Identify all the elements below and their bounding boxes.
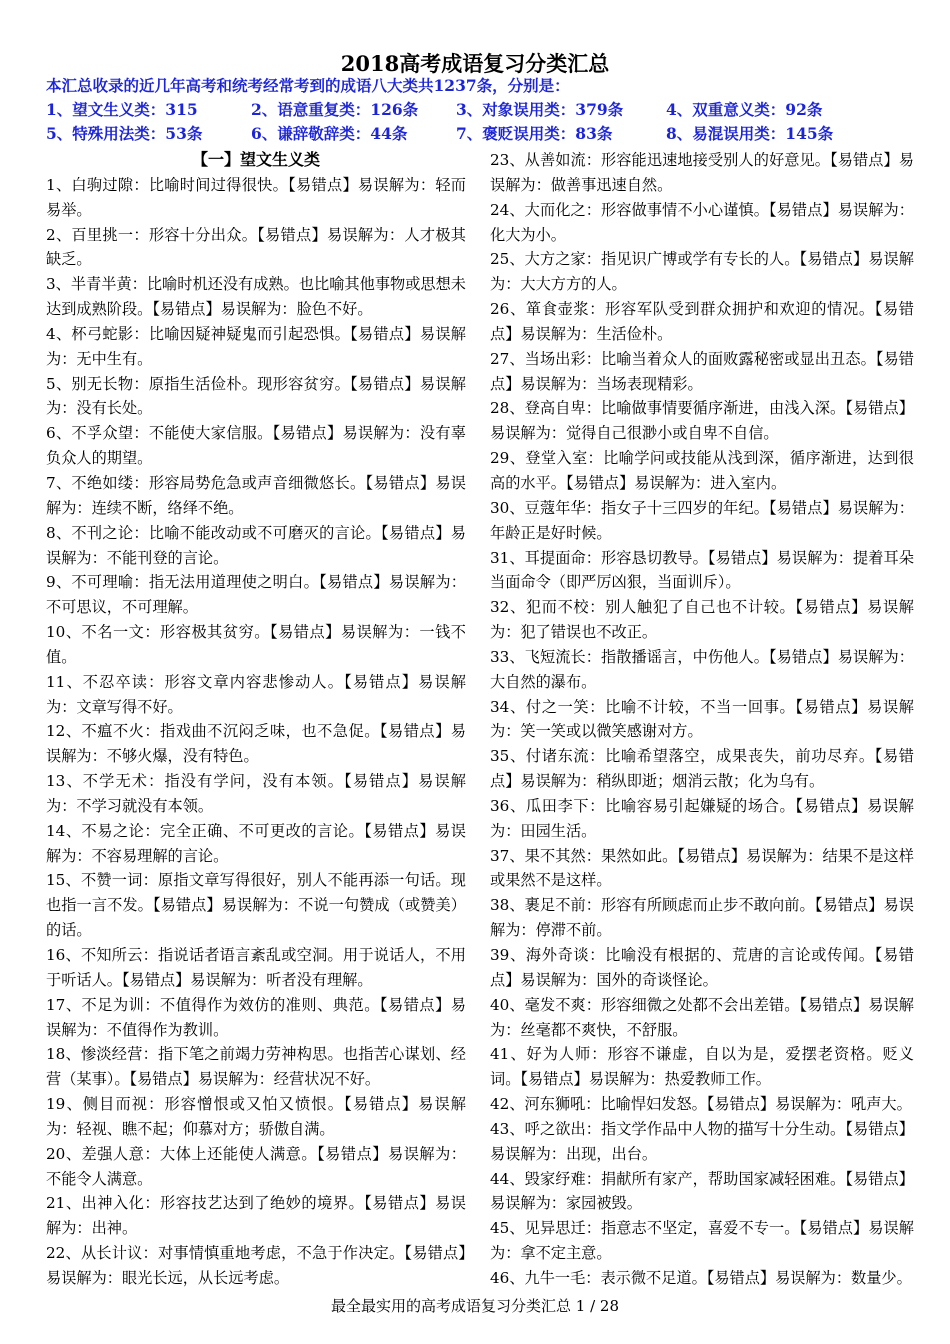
category-item: 4、双重意义类：92条 (666, 100, 823, 119)
left-column (46, 148, 466, 1291)
idiom-entry: 37、果不其然：果然如此。【易错点】易误解为：结果不是这样或果然不是这样。 (490, 846, 914, 890)
page-footer: 最全最实用的高考成语复习分类汇总 1 / 28 (331, 1297, 619, 1315)
idiom-entry: 40、毫发不爽：形容细微之处都不会出差错。【易错点】易误解为：丝毫都不爽快，不舒服。 (490, 995, 914, 1039)
intro-block (46, 74, 926, 146)
idiom-entry: 15、不赞一词：原指文章写得很好，别人不能再添一句话。现也指一言不发。【易错点】易误解为：不说一句赞成（或赞美）的话。 (46, 871, 466, 940)
idiom-entry: 24、大而化之：形容做事情不小心谨慎。【易错点】易误解为：化大为小。 (490, 200, 914, 244)
idiom-entry: 31、耳提面命：形容恳切教导。【易错点】易误解为：提着耳朵当面命令（即严厉凶狠，当面训斥）。 (490, 548, 914, 592)
idiom-entry: 32、犯而不校：别人触犯了自己也不计较。【易错点】易误解为：犯了错误也不改正。 (490, 598, 914, 642)
idiom-entry: 1、白驹过隙：比喻时间过得很快。【易错点】易误解为：轻而易举。 (46, 175, 466, 219)
idiom-entry: 5、别无长物：原指生活俭朴。现形容贫穷。【易错点】易误解为：没有长处。 (46, 374, 466, 418)
category-item: 6、谦辞敬辞类：44条 (251, 124, 408, 143)
idiom-entry: 46、九牛一毛：表示微不足道。【易错点】易误解为：数量少。 (490, 1268, 912, 1287)
idiom-entry: 34、付之一笑：比喻不计较，不当一回事。【易错点】易误解为：笑一笑或以微笑感谢对方。 (490, 697, 914, 741)
idiom-entry: 33、飞短流长：指散播谣言，中伤他人。【易错点】易误解为：大自然的瀑布。 (490, 647, 914, 691)
section-title: 【一】望文生义类 (191, 150, 320, 169)
idiom-entry: 13、不学无术：指没有学问，没有本领。【易错点】易误解为：不学习就没有本领。 (46, 772, 466, 815)
category-item: 3、对象误用类：379条 (456, 100, 624, 119)
idiom-entry: 21、出神入化：形容技艺达到了绝妙的境界。【易错点】易误解为：出神。 (46, 1194, 466, 1238)
idiom-entry: 39、海外奇谈：比喻没有根据的、荒唐的言论或传闻。【易错点】易误解为：国外的奇谈怪论。 (490, 946, 914, 989)
idiom-entry: 41、好为人师：形容不谦虚，自以为是，爱摆老资格。贬义词。【易错点】易误解为：热爱教师工作。 (490, 1045, 914, 1089)
category-item: 5、特殊用法类：53条 (46, 124, 203, 143)
idiom-entry: 42、河东狮吼：比喻悍妇发怒。【易错点】易误解为：吼声大。 (490, 1095, 912, 1114)
idiom-entry: 12、不瘟不火：指戏曲不沉闷乏味，也不急促。【易错点】易误解为：不够火爆，没有特色。 (46, 722, 466, 766)
idiom-entry: 17、不足为训：不值得作为效仿的准则、典范。【易错点】易误解为：不值得作为教训。 (46, 995, 466, 1039)
category-item: 8、易混误用类：145条 (666, 124, 834, 143)
idiom-entry: 35、付诸东流：比喻希望落空，成果丧失，前功尽弃。【易错点】易误解为：稍纵即逝；烟消云散；化为乌有。 (490, 747, 914, 791)
idiom-entry: 2、百里挑一：形容十分出众。【易错点】易误解为：人才极其缺乏。 (46, 225, 466, 269)
left-entry-list (46, 173, 466, 1291)
idiom-entry: 43、呼之欲出：指文学作品中人物的描写十分生动。【易错点】易误解为：出现，出台。 (490, 1119, 914, 1163)
intro-summary: 本汇总收录的近几年高考和统考经常考到的成语八大类共1237条，分别是： (46, 76, 570, 95)
category-item: 7、褒贬误用类：83条 (456, 124, 613, 143)
idiom-entry: 36、瓜田李下：比喻容易引起嫌疑的场合。【易错点】易误解为：田园生活。 (490, 796, 914, 840)
idiom-entry: 11、不忍卒读：形容文章内容悲惨动人。【易错点】易误解为：文章写得不好。 (46, 672, 466, 716)
category-row-2 (46, 122, 926, 146)
idiom-entry: 16、不知所云：指说话者语言紊乱或空洞。用于说话人，不用于听话人。【易错点】易误解为：听者没有理解。 (46, 946, 466, 989)
idiom-entry: 29、登堂入室：比喻学问或技能从浅到深，循序渐进，达到很高的水平。【易错点】易误解为：进入室内。 (490, 449, 914, 492)
category-row-1 (46, 98, 926, 122)
right-entry-list (490, 148, 914, 1291)
idiom-entry: 28、登高自卑：比喻做事情要循序渐进，由浅入深。【易错点】易误解为：觉得自己很渺小或自卑不自信。 (490, 399, 914, 443)
page-title: 2018高考成语复习分类汇总 (340, 51, 610, 76)
idiom-entry: 18、惨淡经营：指下笔之前竭力劳神构思。也指苦心谋划、经营（某事）。【易错点】易误解为：经营状况不好。 (46, 1045, 466, 1089)
idiom-entry: 44、毁家纾难：捐献所有家产，帮助国家减轻困难。【易错点】易误解为：家园被毁。 (490, 1169, 914, 1213)
idiom-entry: 25、大方之家：指见识广博或学有专长的人。【易错点】易误解为：大大方方的人。 (490, 250, 914, 294)
right-column (490, 148, 914, 1291)
idiom-entry: 4、杯弓蛇影：比喻因疑神疑鬼而引起恐惧。【易错点】易误解为：无中生有。 (46, 324, 466, 368)
idiom-entry: 3、半青半黄：比喻时机还没有成熟。也比喻其他事物或思想未达到成熟阶段。【易错点】易误解为：脸色不好。 (46, 275, 466, 319)
idiom-entry: 7、不绝如缕：形容局势危急或声音细微悠长。【易错点】易误解为：连续不断，络绎不绝。 (46, 473, 466, 517)
idiom-entry: 10、不名一文：形容极其贫穷。【易错点】易误解为：一钱不值。 (46, 623, 466, 666)
category-item: 2、语意重复类：126条 (251, 100, 419, 119)
idiom-entry: 45、见异思迁：指意志不坚定，喜爱不专一。【易错点】易误解为：拿不定主意。 (490, 1219, 914, 1263)
idiom-entry: 30、豆蔻年华：指女子十三四岁的年纪。【易错点】易误解为：年龄正是好时候。 (490, 498, 914, 542)
idiom-entry: 26、箪食壶浆：形容军队受到群众拥护和欢迎的情况。【易错点】易误解为：生活俭朴。 (490, 300, 914, 343)
idiom-entry: 22、从长计议：对事情慎重地考虑，不急于作决定。【易错点】易误解为：眼光长远，从长远考虑。 (46, 1244, 466, 1287)
idiom-entry: 23、从善如流：形容能迅速地接受别人的好意见。【易错点】易误解为：做善事迅速自然。 (490, 151, 914, 194)
idiom-entry: 27、当场出彩：比喻当着众人的面败露秘密或显出丑态。【易错点】易误解为：当场表现精彩。 (490, 349, 914, 393)
idiom-entry: 20、差强人意：大体上还能使人满意。【易错点】易误解为：不能令人满意。 (46, 1144, 466, 1188)
idiom-entry: 9、不可理喻：指无法用道理使之明白。【易错点】易误解为：不可思议，不可理解。 (46, 573, 466, 617)
idiom-entry: 14、不易之论：完全正确、不可更改的言论。【易错点】易误解为：不容易理解的言论。 (46, 821, 466, 865)
idiom-entry: 38、裹足不前：形容有所顾虑而止步不敢向前。【易错点】易误解为：停滞不前。 (490, 896, 914, 940)
idiom-entry: 6、不孚众望：不能使大家信服。【易错点】易误解为：没有辜负众人的期望。 (46, 424, 466, 468)
category-item: 1、望文生义类：315 (46, 100, 198, 119)
idiom-entry: 19、侧目而视：形容憎恨或又怕又愤恨。【易错点】易误解为：轻视、瞧不起；仰慕对方；骄傲自满。 (46, 1095, 466, 1138)
idiom-entry: 8、不刊之论：比喻不能改动或不可磨灭的言论。【易错点】易误解为：不能刊登的言论。 (46, 523, 466, 567)
